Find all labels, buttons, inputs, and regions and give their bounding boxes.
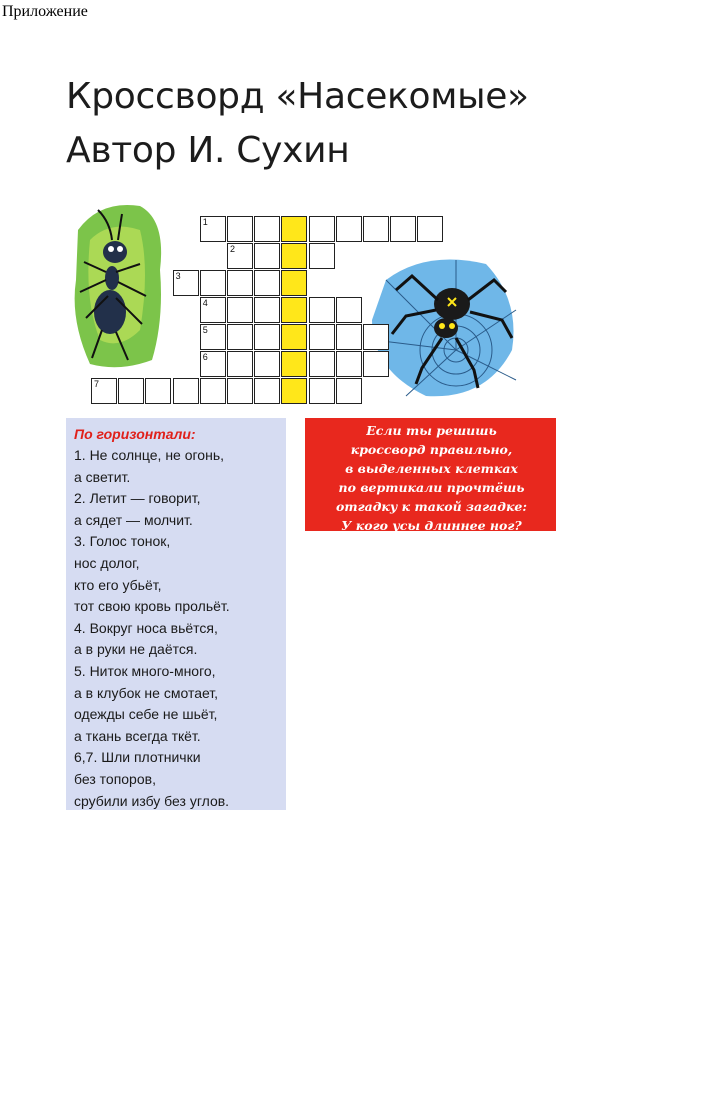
- crossword-cell: [309, 378, 335, 404]
- crossword-cell: [309, 216, 335, 242]
- crossword-cell: [254, 351, 280, 377]
- clue-line: а в руки не даётся.: [74, 641, 198, 658]
- clue-line: срубили избу без углов.: [74, 792, 230, 809]
- ant-icon: [70, 200, 166, 370]
- crossword-cell: [200, 297, 226, 323]
- clue-line: а сядет — молчит.: [74, 511, 193, 528]
- crossword-cell: [200, 378, 226, 404]
- crossword-cell-highlighted: [281, 243, 307, 269]
- clue-line: а в клубок не смотает,: [74, 684, 219, 701]
- crossword-cell-highlighted: [281, 324, 307, 350]
- crossword-cell: [227, 378, 253, 404]
- crossword-cell-highlighted: [281, 378, 307, 404]
- crossword-cell: [227, 324, 253, 350]
- note-line: Если ты решишь: [366, 423, 497, 438]
- crossword-cell: [227, 351, 253, 377]
- crossword-cell: [390, 216, 416, 242]
- crossword-cell: [200, 324, 226, 350]
- clues-box: [66, 418, 286, 810]
- crossword-cell: [363, 216, 389, 242]
- clue-line: 1. Не солнце, не огонь,: [74, 447, 225, 463]
- crossword-cell: [309, 351, 335, 377]
- clue-number: 4: [202, 298, 208, 308]
- crossword-cell: [336, 297, 362, 323]
- author-line: Автор И. Сухин: [66, 130, 350, 171]
- note-line: в выделенных клетках: [345, 461, 518, 476]
- crossword-cell: [336, 324, 362, 350]
- spider-icon: [366, 250, 520, 400]
- clue-number: 2: [230, 244, 236, 254]
- crossword-cell: [254, 297, 280, 323]
- crossword-cell: [309, 324, 335, 350]
- crossword-cell: [336, 378, 362, 404]
- crossword-cell: [336, 351, 362, 377]
- clue-line: 5. Ниток много-много,: [74, 662, 216, 679]
- crossword-cell: [309, 243, 335, 269]
- crossword-cell: [309, 297, 335, 323]
- clue-line: а светит.: [74, 468, 131, 485]
- crossword-cell: [200, 270, 226, 296]
- crossword-cell: [254, 324, 280, 350]
- crossword-cell: [173, 270, 199, 296]
- page-title: Кроссворд «Насекомые»: [66, 76, 529, 117]
- clue-number: 1: [202, 217, 208, 227]
- clue-line: 3. Голос тонок,: [74, 533, 171, 550]
- clue-number: 5: [202, 325, 208, 335]
- note-line: кроссворд правильно,: [350, 442, 513, 457]
- crossword-cell: [227, 243, 253, 269]
- clue-number: 7: [94, 379, 100, 389]
- crossword-cell: [227, 270, 253, 296]
- crossword-cell: [254, 243, 280, 269]
- clue-line: тот свою кровь прольёт.: [74, 598, 230, 615]
- crossword-cell: [227, 216, 253, 242]
- crossword-cell: [200, 216, 226, 242]
- clue-line: 6,7. Шли плотнички: [74, 749, 201, 766]
- clue-number: 3: [175, 271, 181, 281]
- crossword-cell-highlighted: [281, 297, 307, 323]
- riddle-note: [305, 418, 556, 531]
- crossword-cell: [118, 378, 144, 404]
- note-line: У кого усы длиннее ног?: [341, 518, 522, 533]
- crossword-cell: [417, 216, 443, 242]
- note-line: отгадку к такой загадке:: [336, 499, 527, 514]
- clues-heading: По горизонтали:: [74, 426, 196, 442]
- clue-line: без топоров,: [74, 770, 156, 787]
- appendix-label: Приложение: [2, 3, 88, 20]
- clue-line: кто его убьёт,: [74, 576, 162, 593]
- crossword-cell: [145, 378, 171, 404]
- crossword-cell: [200, 351, 226, 377]
- crossword-cell-highlighted: [281, 351, 307, 377]
- crossword-cell-highlighted: [281, 270, 307, 296]
- clue-number: 6: [202, 352, 208, 362]
- clue-line: 4. Вокруг носа вьётся,: [74, 619, 218, 636]
- crossword-cell: [254, 216, 280, 242]
- crossword-cell: [254, 270, 280, 296]
- crossword-cell: [227, 297, 253, 323]
- crossword-cell: [254, 378, 280, 404]
- note-line: по вертикали прочтёшь: [338, 480, 525, 495]
- clue-line: а ткань всегда ткёт.: [74, 727, 201, 744]
- clue-line: одежды себе не шьёт,: [74, 706, 218, 723]
- clue-line: нос долог,: [74, 554, 140, 571]
- crossword-cell-highlighted: [281, 216, 307, 242]
- crossword-cell: [173, 378, 199, 404]
- crossword-cell: [336, 216, 362, 242]
- crossword-cell: [91, 378, 117, 404]
- clue-line: 2. Летит — говорит,: [74, 490, 201, 507]
